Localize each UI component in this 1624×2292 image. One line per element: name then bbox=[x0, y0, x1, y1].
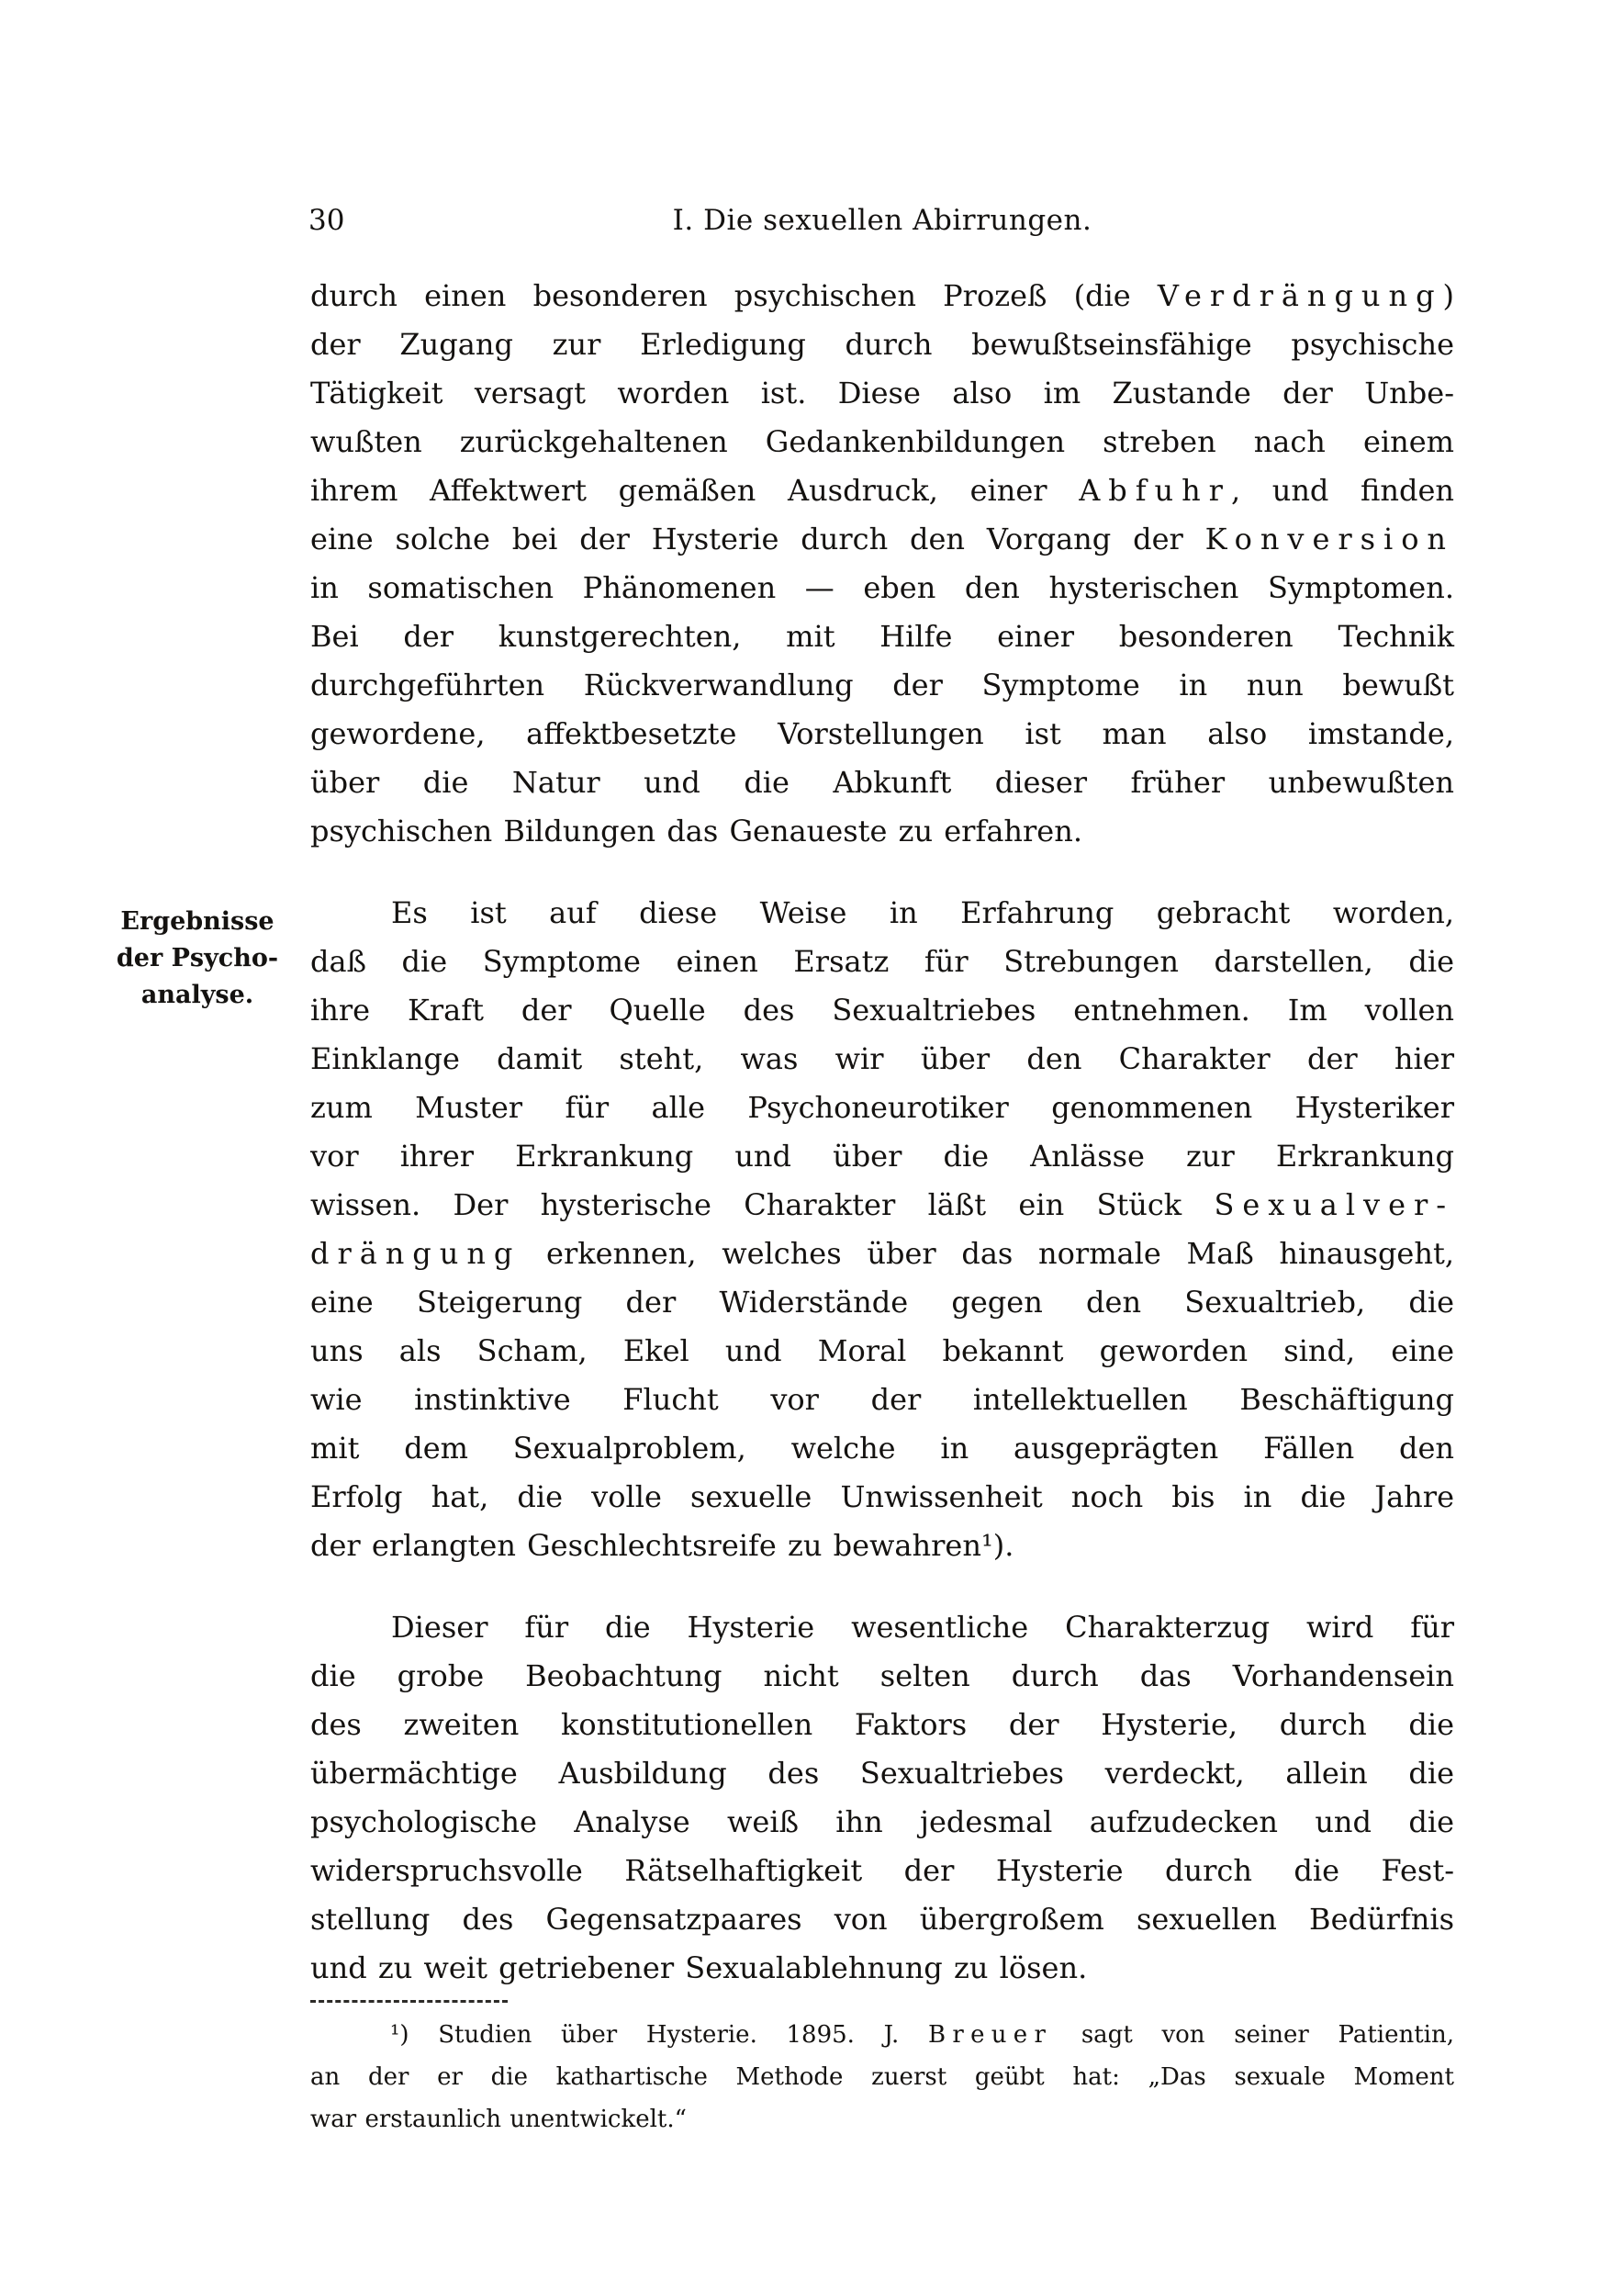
text-line bbox=[310, 758, 1454, 807]
text-segment: über die Natur und die Abkunft dieser früher unbewußten bbox=[310, 765, 1454, 800]
text-line bbox=[310, 807, 1454, 856]
text-line bbox=[310, 1278, 1454, 1327]
text-segment: uns als Scham, Ekel und Moral bekannt geworden sind, eine bbox=[310, 1333, 1454, 1368]
text-line bbox=[310, 1473, 1454, 1522]
text-segment: wie instinktive Flucht vor der intellektuellen Beschäftigung bbox=[310, 1382, 1454, 1417]
text-line bbox=[310, 2014, 1454, 2056]
text-line bbox=[310, 1084, 1454, 1132]
running-title: I. Die sexuellen Abirrungen. bbox=[672, 204, 1092, 237]
text-segment: in somatischen Phänomenen — eben den hysterischen Symptomen. bbox=[310, 570, 1454, 605]
text-segment: der erlangten Geschlechtsreife zu bewahren¹). bbox=[310, 1528, 1014, 1563]
text-line bbox=[310, 661, 1454, 710]
text-line bbox=[310, 1522, 1454, 1570]
text-segment: Bei der kunstgerechten, mit Hilfe einer besonderen Technik bbox=[310, 619, 1454, 654]
letterspaced-word: Verdrängung bbox=[1157, 278, 1443, 313]
text-segment: psychologische Analyse weiß ihn jedesmal aufzudecken und die bbox=[310, 1804, 1454, 1839]
text-segment: daß die Symptome einen Ersatz für Strebungen darstellen, die bbox=[310, 944, 1454, 979]
text-segment: erkennen, welches über das normale Maß hinausgeht, bbox=[521, 1236, 1454, 1271]
text-line bbox=[310, 612, 1454, 661]
text-line bbox=[310, 515, 1454, 564]
text-segment: , und finden bbox=[1230, 473, 1455, 508]
body-text bbox=[310, 272, 1454, 2140]
text-segment: widerspruchsvolle Rätselhaftigkeit der Hysterie durch die Fest- bbox=[310, 1853, 1454, 1888]
text-segment: war erstaunlich unentwickelt.“ bbox=[310, 2106, 687, 2133]
text-line bbox=[310, 938, 1454, 986]
text-line bbox=[310, 1603, 1454, 1652]
text-segment: und zu weit getriebener Sexualablehnung zu lösen. bbox=[310, 1950, 1088, 1985]
text-line bbox=[310, 1132, 1454, 1181]
text-line bbox=[310, 1035, 1454, 1084]
text-segment: Dieser für die Hysterie wesentliche Charakterzug wird für bbox=[391, 1610, 1454, 1645]
text-segment: Einklange damit steht, was wir über den Charakter der hier bbox=[310, 1041, 1454, 1076]
letterspaced-word: Konversion bbox=[1204, 522, 1454, 556]
text-segment: Tätigkeit versagt worden ist. Diese also im Zustande der Unbe- bbox=[310, 376, 1454, 410]
text-line bbox=[310, 1230, 1454, 1278]
text-line bbox=[310, 1376, 1454, 1424]
text-segment: die grobe Beobachtung nicht selten durch das Vorhandensein bbox=[310, 1658, 1454, 1693]
letterspaced-word: Abfuhr bbox=[1079, 473, 1231, 508]
text-line bbox=[310, 2098, 1454, 2140]
text-line bbox=[310, 1424, 1454, 1473]
text-segment: wissen. Der hysterische Charakter läßt ein Stück bbox=[310, 1187, 1215, 1222]
text-line bbox=[310, 564, 1454, 612]
text-segment: durch einen besonderen psychischen Prozeß (die bbox=[310, 278, 1158, 313]
text-line bbox=[310, 1181, 1454, 1230]
text-segment: ) bbox=[1442, 278, 1454, 313]
text-segment: übermächtige Ausbildung des Sexualtriebes verdeckt, allein die bbox=[310, 1756, 1454, 1791]
margin-note bbox=[95, 904, 299, 1014]
text-line bbox=[310, 710, 1454, 758]
text-segment: ihrem Affektwert gemäßen Ausdruck, einer bbox=[310, 473, 1080, 508]
text-line bbox=[310, 1327, 1454, 1376]
text-segment: der Zugang zur Erledigung durch bewußtseinsfähige psychische bbox=[310, 327, 1454, 362]
text-segment: wußten zurückgehaltenen Gedankenbildungen streben nach einem bbox=[310, 424, 1454, 459]
text-line bbox=[310, 1944, 1454, 1993]
text-line bbox=[310, 1701, 1454, 1749]
text-segment: mit dem Sexualproblem, welche in ausgeprägten Fällen den bbox=[310, 1431, 1454, 1466]
text-segment: an der er die kathartische Methode zuerst geübt hat: „Das sexuale Moment bbox=[310, 2063, 1454, 2091]
text-line bbox=[310, 2056, 1454, 2098]
text-line bbox=[310, 986, 1454, 1035]
text-segment: Erfolg hat, die volle sexuelle Unwissenheit noch bis in die Jahre bbox=[310, 1479, 1454, 1514]
text-segment: stellung des Gegensatzpaares von übergroßem sexuellen Bedürfnis bbox=[310, 1902, 1454, 1937]
text-line bbox=[310, 466, 1454, 515]
text-segment: vor ihrer Erkrankung und über die Anlässe zur Erkrankung bbox=[310, 1139, 1454, 1174]
text-line bbox=[310, 1847, 1454, 1895]
letterspaced-word: Breuer bbox=[927, 2021, 1053, 2049]
page-number: 30 bbox=[308, 204, 345, 237]
text-line bbox=[310, 369, 1454, 418]
text-segment: eine Steigerung der Widerstände gegen den Sexualtrieb, die bbox=[310, 1285, 1454, 1320]
margin-note-line: der Psycho- bbox=[116, 944, 279, 972]
letterspaced-word: Sexualver- bbox=[1214, 1187, 1454, 1222]
margin-note-line: Ergebnisse bbox=[120, 907, 274, 936]
text-line bbox=[310, 1895, 1454, 1944]
margin-note-line: analyse. bbox=[140, 981, 254, 1009]
text-line bbox=[310, 889, 1454, 938]
text-segment: sagt von seiner Patientin, bbox=[1052, 2021, 1454, 2049]
letterspaced-word: drängung bbox=[310, 1236, 521, 1271]
text-line bbox=[310, 1798, 1454, 1847]
text-line bbox=[310, 320, 1454, 369]
footnote bbox=[310, 2014, 1454, 2140]
footnote-rule bbox=[310, 2000, 508, 2003]
text-segment: durchgeführten Rückverwandlung der Symptome in nun bewußt bbox=[310, 668, 1454, 702]
text-segment: psychischen Bildungen das Genaueste zu erfahren. bbox=[310, 814, 1083, 848]
text-segment: ¹) Studien über Hysterie. 1895. J. bbox=[390, 2021, 928, 2049]
text-segment: Es ist auf diese Weise in Erfahrung gebracht worden, bbox=[391, 895, 1454, 930]
text-segment: des zweiten konstitutionellen Faktors der Hysterie, durch die bbox=[310, 1707, 1454, 1742]
text-line bbox=[310, 1652, 1454, 1701]
text-segment: zum Muster für alle Psychoneurotiker genommenen Hysteriker bbox=[310, 1090, 1454, 1125]
text-segment: gewordene, affektbesetzte Vorstellungen ist man also imstande, bbox=[310, 716, 1454, 751]
text-line bbox=[310, 418, 1454, 466]
text-segment: eine solche bei der Hysterie durch den Vorgang der bbox=[310, 522, 1205, 556]
text-segment: ihre Kraft der Quelle des Sexualtriebes entnehmen. Im vollen bbox=[310, 993, 1454, 1028]
text-line bbox=[310, 272, 1454, 320]
text-line bbox=[310, 1749, 1454, 1798]
